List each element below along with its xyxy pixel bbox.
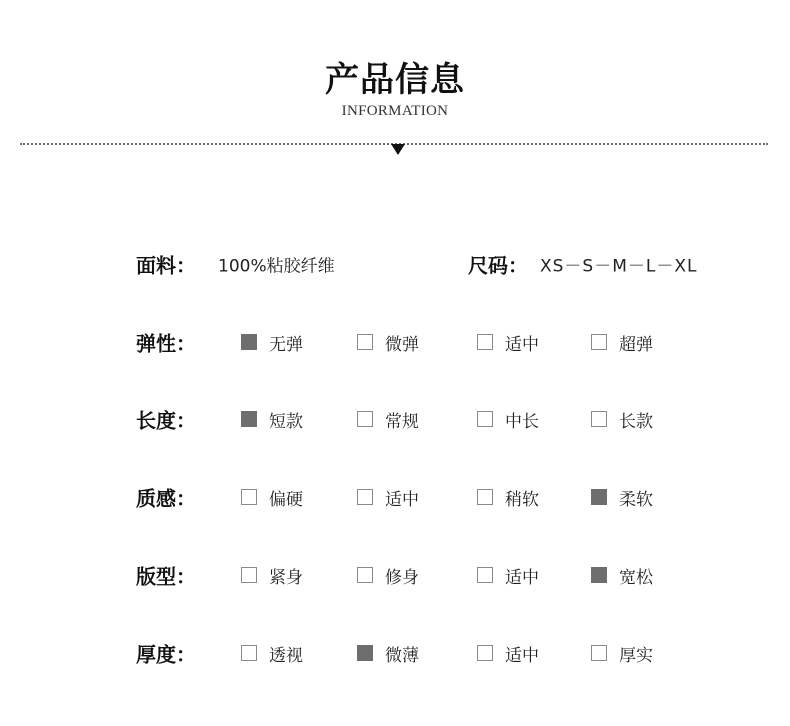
attribute-label: 长度： — [136, 408, 196, 433]
attribute-label: 质感： — [136, 486, 196, 511]
checkbox — [477, 567, 493, 583]
checkbox — [477, 645, 493, 661]
checkbox — [241, 489, 257, 505]
option-label: 适中 — [385, 489, 419, 510]
option-item — [591, 563, 653, 587]
checkbox-checked — [241, 334, 257, 350]
option-label: 短款 — [269, 411, 303, 432]
option-label: 适中 — [505, 567, 539, 588]
option-item — [241, 407, 303, 431]
option-item — [591, 407, 653, 431]
fabric-label: 面料： — [136, 253, 196, 278]
checkbox — [477, 334, 493, 350]
checkbox — [357, 411, 373, 427]
option-label: 稍软 — [505, 489, 539, 510]
attribute-row-fit — [0, 555, 790, 595]
option-label: 微薄 — [385, 645, 419, 666]
fabric-size-row — [0, 244, 790, 284]
checkbox — [357, 334, 373, 350]
option-label: 长款 — [619, 411, 653, 432]
checkbox — [477, 411, 493, 427]
checkbox — [591, 334, 607, 350]
attribute-row-length — [0, 399, 790, 439]
page-subtitle: INFORMATION — [341, 103, 449, 119]
option-item — [241, 330, 303, 354]
checkbox — [357, 567, 373, 583]
option-item — [357, 485, 419, 509]
option-label: 透视 — [269, 645, 303, 666]
option-item — [241, 641, 303, 665]
option-label: 微弹 — [385, 334, 419, 355]
size-label: 尺码： — [468, 253, 528, 278]
attribute-row-texture — [0, 477, 790, 517]
option-label: 适中 — [505, 334, 539, 355]
option-item — [591, 485, 653, 509]
option-label: 宽松 — [619, 567, 653, 588]
option-item — [477, 330, 539, 354]
option-label: 无弹 — [269, 334, 303, 355]
attribute-label: 版型： — [136, 564, 196, 589]
size-value: XS－S－M－L－XL — [540, 256, 698, 277]
checkbox — [241, 567, 257, 583]
option-item — [477, 641, 539, 665]
option-item — [241, 563, 303, 587]
down-triangle-icon — [391, 144, 405, 155]
checkbox-checked — [241, 411, 257, 427]
checkbox — [477, 489, 493, 505]
attribute-label: 厚度： — [136, 642, 196, 667]
checkbox — [357, 489, 373, 505]
option-label: 修身 — [385, 567, 419, 588]
attribute-row-thickness — [0, 633, 790, 673]
option-item — [591, 330, 653, 354]
option-item — [357, 641, 419, 665]
option-label: 常规 — [385, 411, 419, 432]
option-item — [477, 563, 539, 587]
page-title: 产品信息 — [325, 60, 465, 100]
option-item — [477, 407, 539, 431]
option-item — [241, 485, 303, 509]
option-label: 厚实 — [619, 645, 653, 666]
option-label: 柔软 — [619, 489, 653, 510]
fabric-value: 100%粘胶纤维 — [218, 256, 335, 277]
option-label: 紧身 — [269, 567, 303, 588]
checkbox-checked — [591, 567, 607, 583]
checkbox-checked — [357, 645, 373, 661]
option-item — [591, 641, 653, 665]
option-item — [477, 485, 539, 509]
checkbox — [241, 645, 257, 661]
option-label: 适中 — [505, 645, 539, 666]
option-label: 偏硬 — [269, 489, 303, 510]
option-item — [357, 563, 419, 587]
checkbox — [591, 411, 607, 427]
attribute-row-elasticity — [0, 322, 790, 362]
checkbox-checked — [591, 489, 607, 505]
option-label: 中长 — [505, 411, 539, 432]
attribute-label: 弹性： — [136, 331, 196, 356]
checkbox — [591, 645, 607, 661]
option-item — [357, 407, 419, 431]
option-label: 超弹 — [619, 334, 653, 355]
option-item — [357, 330, 419, 354]
